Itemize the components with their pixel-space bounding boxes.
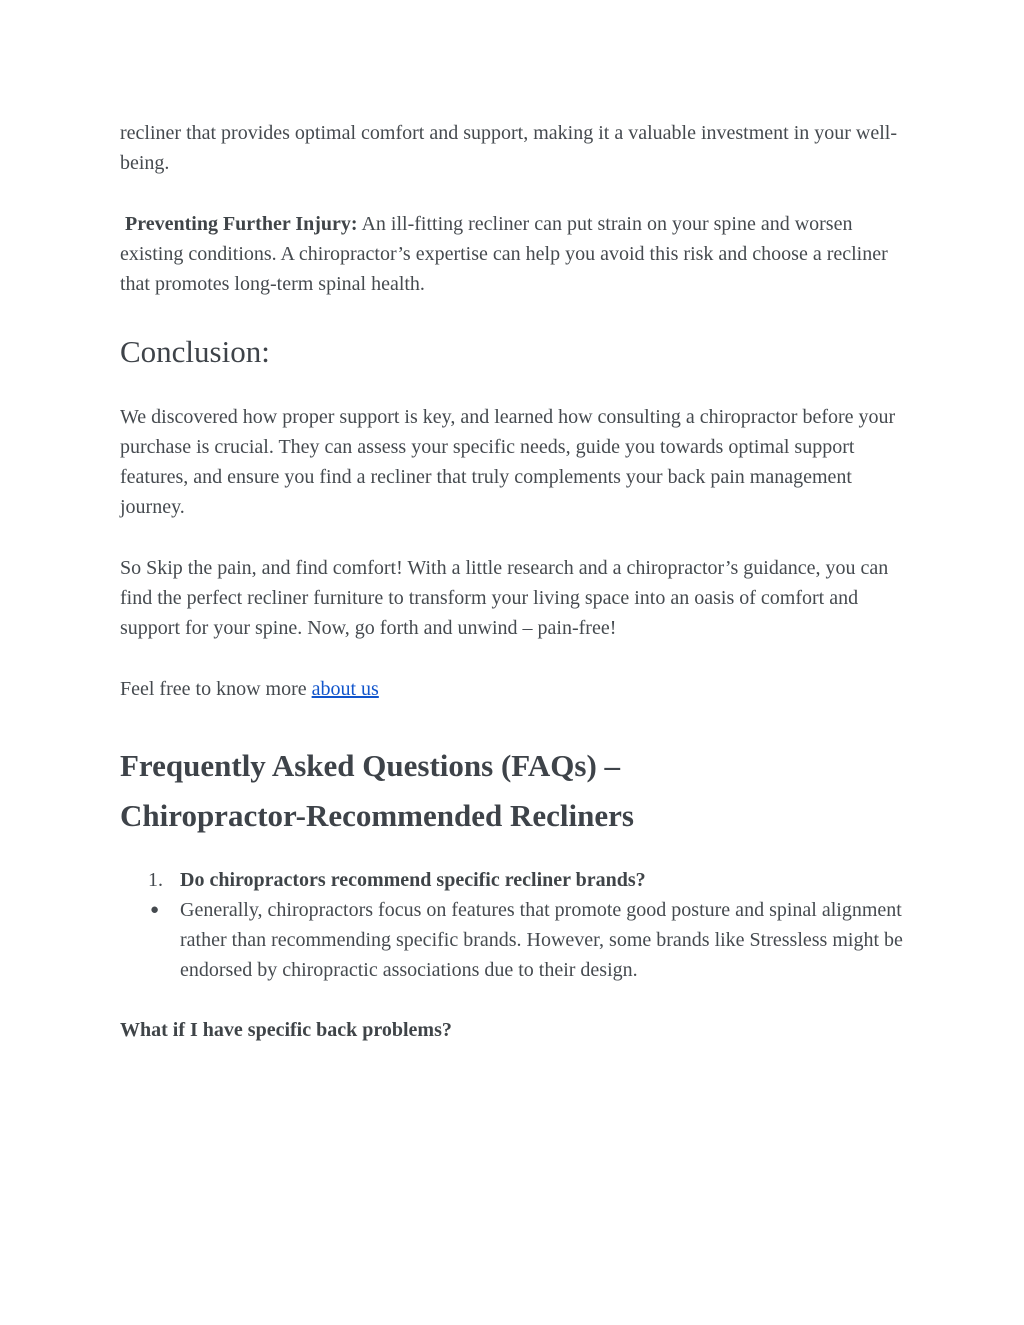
- conclusion-paragraph-1: We discovered how proper support is key, and learned how consulting a chiropractor before your purchase is crucial. They can assess your specific needs, guide you towards optimal support features, and ensure you find a recliner that truly complements your back pain management journey.: [120, 406, 896, 518]
- preventing-injury-label: Preventing Further Injury:: [125, 213, 358, 235]
- next-faq-question: What if I have specific back problems?: [120, 1019, 452, 1041]
- intro-continuation-paragraph: recliner that provides optimal comfort and support, making it a valuable investment in your well-being.: [120, 122, 898, 174]
- know-more-prefix: Feel free to know more: [120, 678, 312, 700]
- faq-heading-line-2: Chiropractor-Recommended Recliners: [120, 798, 634, 833]
- faq-heading-line-1: Frequently Asked Questions (FAQs) –: [120, 748, 621, 783]
- conclusion-heading: Conclusion:: [120, 334, 270, 369]
- about-us-link[interactable]: about us: [311, 678, 379, 700]
- faq-answer: Generally, chiropractors focus on features that promote good posture and spinal alignment rather than recommending specific brands. However, some brands like Stressless might be endorsed by chiropractic associations due to their design.: [180, 899, 903, 981]
- conclusion-paragraph-2: So Skip the pain, and find comfort! With a little research and a chiropractor’s guidance, you can find the perfect recliner furniture to transform your living space into an oasis of comfort and support for your spine. Now, go forth and unwind – pain-free!: [120, 557, 889, 639]
- preventing-injury-paragraph: [120, 209, 910, 299]
- list-number: 1.: [148, 869, 163, 891]
- bullet-icon: ●: [150, 902, 160, 918]
- faq-question: Do chiropractors recommend specific recliner brands?: [180, 869, 646, 891]
- document-page: [120, 118, 910, 1045]
- faq-list: [120, 865, 910, 985]
- faq-answer-item: [120, 895, 910, 985]
- faq-question-item: [120, 865, 910, 895]
- next-faq-question-paragraph: [120, 1015, 910, 1045]
- faq-heading: [120, 741, 910, 841]
- know-more-paragraph: [120, 674, 910, 704]
- preventing-injury-text: An ill-fitting recliner can put strain on your spine and worsen existing conditions. A chiropractor’s expertise can help you avoid this risk and choose a recliner that promotes long-term spinal health.: [120, 213, 888, 295]
